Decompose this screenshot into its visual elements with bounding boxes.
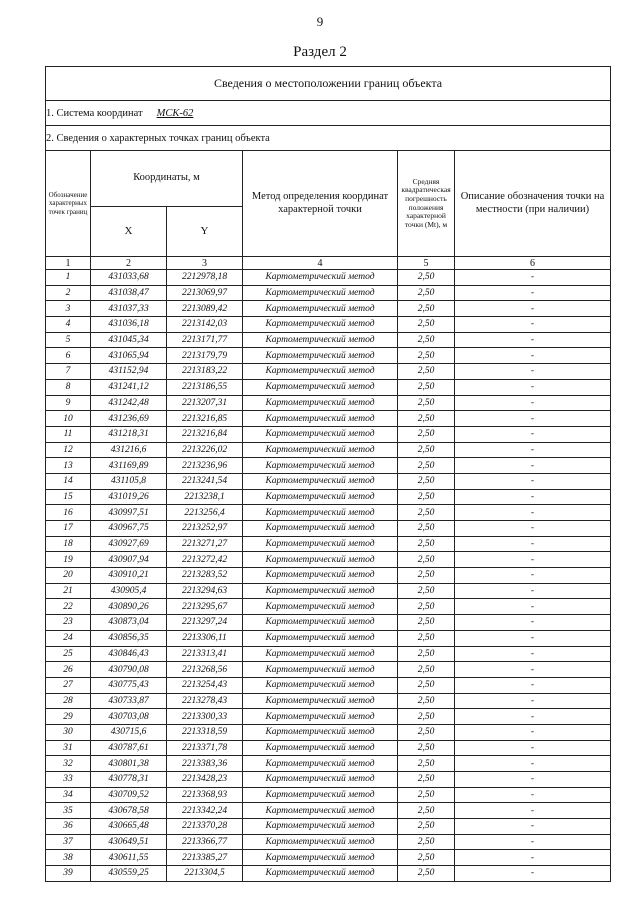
accuracy-cell: 2,50 bbox=[398, 301, 455, 317]
point-id-cell: 7 bbox=[46, 364, 91, 380]
accuracy-cell: 2,50 bbox=[398, 568, 455, 584]
method-cell: Картометрический метод bbox=[243, 599, 398, 615]
page-number: 9 bbox=[316, 14, 324, 29]
accuracy-cell: 2,50 bbox=[398, 724, 455, 740]
table-row bbox=[46, 834, 611, 850]
table-row bbox=[46, 756, 611, 772]
accuracy-cell: 2,50 bbox=[398, 505, 455, 521]
point-id-cell: 16 bbox=[46, 505, 91, 521]
y-coord-cell: 2213216,84 bbox=[167, 426, 243, 442]
section-title: Раздел 2 bbox=[293, 44, 347, 60]
accuracy-cell: 2,50 bbox=[398, 834, 455, 850]
point-id-cell: 1 bbox=[46, 270, 91, 286]
point-id-cell: 15 bbox=[46, 489, 91, 505]
x-coord-cell: 431065,94 bbox=[91, 348, 167, 364]
header-method: Метод определения координат характерной точки bbox=[243, 151, 398, 257]
accuracy-cell: 2,50 bbox=[398, 693, 455, 709]
table-row bbox=[46, 332, 611, 348]
description-cell: - bbox=[455, 285, 611, 301]
y-coord-cell: 2213171,77 bbox=[167, 332, 243, 348]
point-id-cell: 22 bbox=[46, 599, 91, 615]
x-coord-cell: 431218,31 bbox=[91, 426, 167, 442]
accuracy-cell: 2,50 bbox=[398, 364, 455, 380]
y-coord-cell: 2213366,77 bbox=[167, 834, 243, 850]
description-cell: - bbox=[455, 740, 611, 756]
method-cell: Картометрический метод bbox=[243, 787, 398, 803]
description-cell: - bbox=[455, 426, 611, 442]
method-cell: Картометрический метод bbox=[243, 411, 398, 427]
point-id-cell: 30 bbox=[46, 724, 91, 740]
accuracy-cell: 2,50 bbox=[398, 709, 455, 725]
y-coord-cell: 2213179,79 bbox=[167, 348, 243, 364]
description-cell: - bbox=[455, 834, 611, 850]
column-number: 1 bbox=[46, 257, 91, 270]
column-number: 4 bbox=[243, 257, 398, 270]
method-cell: Картометрический метод bbox=[243, 395, 398, 411]
header-y: Y bbox=[167, 207, 243, 257]
point-id-cell: 35 bbox=[46, 803, 91, 819]
y-coord-cell: 2213142,03 bbox=[167, 317, 243, 333]
accuracy-cell: 2,50 bbox=[398, 615, 455, 631]
table-row bbox=[46, 662, 611, 678]
method-cell: Картометрический метод bbox=[243, 332, 398, 348]
y-coord-cell: 2213207,31 bbox=[167, 395, 243, 411]
table-row bbox=[46, 615, 611, 631]
method-cell: Картометрический метод bbox=[243, 458, 398, 474]
y-coord-cell: 2213313,41 bbox=[167, 646, 243, 662]
x-coord-cell: 430703,08 bbox=[91, 709, 167, 725]
point-id-cell: 21 bbox=[46, 583, 91, 599]
accuracy-cell: 2,50 bbox=[398, 756, 455, 772]
y-coord-cell: 2213297,24 bbox=[167, 615, 243, 631]
table-row bbox=[46, 442, 611, 458]
x-coord-cell: 430709,52 bbox=[91, 787, 167, 803]
point-id-cell: 3 bbox=[46, 301, 91, 317]
description-cell: - bbox=[455, 803, 611, 819]
x-coord-cell: 430967,75 bbox=[91, 521, 167, 537]
description-cell: - bbox=[455, 756, 611, 772]
point-id-cell: 14 bbox=[46, 473, 91, 489]
y-coord-cell: 2213283,52 bbox=[167, 568, 243, 584]
y-coord-cell: 2213370,28 bbox=[167, 819, 243, 835]
table-row bbox=[46, 348, 611, 364]
description-cell: - bbox=[455, 866, 611, 882]
y-coord-cell: 2213304,5 bbox=[167, 866, 243, 882]
y-coord-cell: 2213342,24 bbox=[167, 803, 243, 819]
method-cell: Картометрический метод bbox=[243, 819, 398, 835]
accuracy-cell: 2,50 bbox=[398, 552, 455, 568]
method-cell: Картометрический метод bbox=[243, 552, 398, 568]
x-coord-cell: 431169,89 bbox=[91, 458, 167, 474]
accuracy-cell: 2,50 bbox=[398, 411, 455, 427]
accuracy-cell: 2,50 bbox=[398, 630, 455, 646]
accuracy-cell: 2,50 bbox=[398, 379, 455, 395]
y-coord-cell: 2213300,33 bbox=[167, 709, 243, 725]
description-cell: - bbox=[455, 458, 611, 474]
x-coord-cell: 430733,87 bbox=[91, 693, 167, 709]
table-row bbox=[46, 740, 611, 756]
point-id-cell: 19 bbox=[46, 552, 91, 568]
method-cell: Картометрический метод bbox=[243, 850, 398, 866]
coord-system-value: МСК-62 bbox=[156, 107, 194, 119]
method-cell: Картометрический метод bbox=[243, 536, 398, 552]
point-id-cell: 12 bbox=[46, 442, 91, 458]
table-row bbox=[46, 536, 611, 552]
x-coord-cell: 431038,47 bbox=[91, 285, 167, 301]
x-coord-cell: 430890,26 bbox=[91, 599, 167, 615]
y-coord-cell: 2213268,56 bbox=[167, 662, 243, 678]
x-coord-cell: 430856,35 bbox=[91, 630, 167, 646]
method-cell: Картометрический метод bbox=[243, 521, 398, 537]
y-coord-cell: 2213069,97 bbox=[167, 285, 243, 301]
method-cell: Картометрический метод bbox=[243, 677, 398, 693]
method-cell: Картометрический метод bbox=[243, 724, 398, 740]
method-cell: Картометрический метод bbox=[243, 426, 398, 442]
point-id-cell: 38 bbox=[46, 850, 91, 866]
x-coord-cell: 431216,6 bbox=[91, 442, 167, 458]
coord-system-row bbox=[46, 101, 611, 126]
accuracy-cell: 2,50 bbox=[398, 866, 455, 882]
method-cell: Картометрический метод bbox=[243, 756, 398, 772]
x-coord-cell: 430778,31 bbox=[91, 772, 167, 788]
accuracy-cell: 2,50 bbox=[398, 473, 455, 489]
method-cell: Картометрический метод bbox=[243, 615, 398, 631]
point-id-cell: 9 bbox=[46, 395, 91, 411]
method-cell: Картометрический метод bbox=[243, 489, 398, 505]
accuracy-cell: 2,50 bbox=[398, 819, 455, 835]
accuracy-cell: 2,50 bbox=[398, 348, 455, 364]
header-x: X bbox=[91, 207, 167, 257]
x-coord-cell: 430559,25 bbox=[91, 866, 167, 882]
point-id-cell: 32 bbox=[46, 756, 91, 772]
header-description: Описание обозначения точки на местности (при наличии) bbox=[455, 151, 611, 257]
y-coord-cell: 2213383,36 bbox=[167, 756, 243, 772]
accuracy-cell: 2,50 bbox=[398, 521, 455, 537]
table-row bbox=[46, 803, 611, 819]
header-point-id: Обозначение характерных точек границ bbox=[46, 151, 91, 257]
x-coord-cell: 431045,34 bbox=[91, 332, 167, 348]
description-cell: - bbox=[455, 552, 611, 568]
x-coord-cell: 430787,61 bbox=[91, 740, 167, 756]
table-row bbox=[46, 395, 611, 411]
description-cell: - bbox=[455, 379, 611, 395]
accuracy-cell: 2,50 bbox=[398, 285, 455, 301]
x-coord-cell: 431152,94 bbox=[91, 364, 167, 380]
accuracy-cell: 2,50 bbox=[398, 787, 455, 803]
description-cell: - bbox=[455, 583, 611, 599]
y-coord-cell: 2213183,22 bbox=[167, 364, 243, 380]
table-row bbox=[46, 270, 611, 286]
point-id-cell: 23 bbox=[46, 615, 91, 631]
x-coord-cell: 431242,48 bbox=[91, 395, 167, 411]
y-coord-cell: 2213295,67 bbox=[167, 599, 243, 615]
accuracy-cell: 2,50 bbox=[398, 583, 455, 599]
accuracy-cell: 2,50 bbox=[398, 489, 455, 505]
accuracy-cell: 2,50 bbox=[398, 662, 455, 678]
table-row bbox=[46, 473, 611, 489]
column-number: 6 bbox=[455, 257, 611, 270]
point-id-cell: 31 bbox=[46, 740, 91, 756]
description-cell: - bbox=[455, 348, 611, 364]
column-number: 3 bbox=[167, 257, 243, 270]
table-row bbox=[46, 568, 611, 584]
accuracy-cell: 2,50 bbox=[398, 536, 455, 552]
description-cell: - bbox=[455, 411, 611, 427]
point-id-cell: 26 bbox=[46, 662, 91, 678]
y-coord-cell: 2213278,43 bbox=[167, 693, 243, 709]
method-cell: Картометрический метод bbox=[243, 317, 398, 333]
header-accuracy: Средняя квадратическая погрешность положения характерной точки (Mt), м bbox=[398, 151, 455, 257]
y-coord-cell: 2213368,93 bbox=[167, 787, 243, 803]
method-cell: Картометрический метод bbox=[243, 583, 398, 599]
description-cell: - bbox=[455, 301, 611, 317]
description-cell: - bbox=[455, 568, 611, 584]
point-id-cell: 8 bbox=[46, 379, 91, 395]
y-coord-cell: 2213294,63 bbox=[167, 583, 243, 599]
y-coord-cell: 2213089,42 bbox=[167, 301, 243, 317]
y-coord-cell: 2213254,43 bbox=[167, 677, 243, 693]
point-id-cell: 28 bbox=[46, 693, 91, 709]
x-coord-cell: 431033,68 bbox=[91, 270, 167, 286]
table-row bbox=[46, 866, 611, 882]
x-coord-cell: 430775,43 bbox=[91, 677, 167, 693]
method-cell: Картометрический метод bbox=[243, 301, 398, 317]
method-cell: Картометрический метод bbox=[243, 740, 398, 756]
table-row bbox=[46, 301, 611, 317]
accuracy-cell: 2,50 bbox=[398, 599, 455, 615]
method-cell: Картометрический метод bbox=[243, 866, 398, 882]
description-cell: - bbox=[455, 473, 611, 489]
y-coord-cell: 2213385,27 bbox=[167, 850, 243, 866]
table-row bbox=[46, 787, 611, 803]
table-row bbox=[46, 285, 611, 301]
table-row bbox=[46, 489, 611, 505]
point-id-cell: 2 bbox=[46, 285, 91, 301]
boundary-points-table bbox=[45, 66, 611, 882]
x-coord-cell: 430790,08 bbox=[91, 662, 167, 678]
description-cell: - bbox=[455, 787, 611, 803]
method-cell: Картометрический метод bbox=[243, 693, 398, 709]
description-cell: - bbox=[455, 270, 611, 286]
table-row bbox=[46, 724, 611, 740]
description-cell: - bbox=[455, 364, 611, 380]
x-coord-cell: 430611,55 bbox=[91, 850, 167, 866]
method-cell: Картометрический метод bbox=[243, 630, 398, 646]
accuracy-cell: 2,50 bbox=[398, 677, 455, 693]
table-row bbox=[46, 693, 611, 709]
x-coord-cell: 431037,33 bbox=[91, 301, 167, 317]
table-row bbox=[46, 583, 611, 599]
description-cell: - bbox=[455, 489, 611, 505]
accuracy-cell: 2,50 bbox=[398, 332, 455, 348]
table-row bbox=[46, 772, 611, 788]
description-cell: - bbox=[455, 615, 611, 631]
coord-system-label: 1. Система координат bbox=[46, 107, 143, 119]
y-coord-cell: 2212978,18 bbox=[167, 270, 243, 286]
column-number-row bbox=[46, 257, 611, 270]
y-coord-cell: 2213306,11 bbox=[167, 630, 243, 646]
point-id-cell: 24 bbox=[46, 630, 91, 646]
accuracy-cell: 2,50 bbox=[398, 317, 455, 333]
accuracy-cell: 2,50 bbox=[398, 426, 455, 442]
column-number: 5 bbox=[398, 257, 455, 270]
description-cell: - bbox=[455, 442, 611, 458]
points-info-label: 2. Сведения о характерных точках границ объекта bbox=[46, 126, 611, 151]
y-coord-cell: 2213271,27 bbox=[167, 536, 243, 552]
x-coord-cell: 431019,26 bbox=[91, 489, 167, 505]
point-id-cell: 20 bbox=[46, 568, 91, 584]
description-cell: - bbox=[455, 332, 611, 348]
method-cell: Картометрический метод bbox=[243, 803, 398, 819]
method-cell: Картометрический метод bbox=[243, 505, 398, 521]
accuracy-cell: 2,50 bbox=[398, 395, 455, 411]
point-id-cell: 10 bbox=[46, 411, 91, 427]
table-row bbox=[46, 458, 611, 474]
description-cell: - bbox=[455, 677, 611, 693]
x-coord-cell: 430665,48 bbox=[91, 819, 167, 835]
y-coord-cell: 2213236,96 bbox=[167, 458, 243, 474]
table-row bbox=[46, 677, 611, 693]
x-coord-cell: 431241,12 bbox=[91, 379, 167, 395]
method-cell: Картометрический метод bbox=[243, 834, 398, 850]
table-row bbox=[46, 505, 611, 521]
header-coords: Координаты, м bbox=[91, 151, 243, 207]
description-cell: - bbox=[455, 709, 611, 725]
point-id-cell: 6 bbox=[46, 348, 91, 364]
point-id-cell: 33 bbox=[46, 772, 91, 788]
y-coord-cell: 2213186,55 bbox=[167, 379, 243, 395]
table-row bbox=[46, 411, 611, 427]
x-coord-cell: 430873,04 bbox=[91, 615, 167, 631]
x-coord-cell: 430678,58 bbox=[91, 803, 167, 819]
description-cell: - bbox=[455, 599, 611, 615]
accuracy-cell: 2,50 bbox=[398, 270, 455, 286]
table-row bbox=[46, 552, 611, 568]
column-number: 2 bbox=[91, 257, 167, 270]
x-coord-cell: 431105,8 bbox=[91, 473, 167, 489]
point-id-cell: 4 bbox=[46, 317, 91, 333]
y-coord-cell: 2213428,23 bbox=[167, 772, 243, 788]
method-cell: Картометрический метод bbox=[243, 270, 398, 286]
description-cell: - bbox=[455, 505, 611, 521]
point-id-cell: 29 bbox=[46, 709, 91, 725]
point-id-cell: 11 bbox=[46, 426, 91, 442]
description-cell: - bbox=[455, 630, 611, 646]
description-cell: - bbox=[455, 536, 611, 552]
y-coord-cell: 2213318,59 bbox=[167, 724, 243, 740]
description-cell: - bbox=[455, 317, 611, 333]
table-row bbox=[46, 521, 611, 537]
table-row bbox=[46, 819, 611, 835]
x-coord-cell: 430997,51 bbox=[91, 505, 167, 521]
accuracy-cell: 2,50 bbox=[398, 458, 455, 474]
x-coord-cell: 430801,38 bbox=[91, 756, 167, 772]
description-cell: - bbox=[455, 693, 611, 709]
x-coord-cell: 430649,51 bbox=[91, 834, 167, 850]
description-cell: - bbox=[455, 724, 611, 740]
table-row bbox=[46, 379, 611, 395]
point-id-cell: 17 bbox=[46, 521, 91, 537]
y-coord-cell: 2213238,1 bbox=[167, 489, 243, 505]
table-row bbox=[46, 426, 611, 442]
description-cell: - bbox=[455, 646, 611, 662]
x-coord-cell: 431236,69 bbox=[91, 411, 167, 427]
description-cell: - bbox=[455, 819, 611, 835]
method-cell: Картометрический метод bbox=[243, 709, 398, 725]
method-cell: Картометрический метод bbox=[243, 568, 398, 584]
y-coord-cell: 2213272,42 bbox=[167, 552, 243, 568]
accuracy-cell: 2,50 bbox=[398, 442, 455, 458]
table-row bbox=[46, 364, 611, 380]
y-coord-cell: 2213371,78 bbox=[167, 740, 243, 756]
table-row bbox=[46, 599, 611, 615]
point-id-cell: 36 bbox=[46, 819, 91, 835]
point-id-cell: 5 bbox=[46, 332, 91, 348]
point-id-cell: 27 bbox=[46, 677, 91, 693]
table-row bbox=[46, 630, 611, 646]
y-coord-cell: 2213226,02 bbox=[167, 442, 243, 458]
method-cell: Картометрический метод bbox=[243, 285, 398, 301]
table-row bbox=[46, 850, 611, 866]
table-title: Сведения о местоположении границ объекта bbox=[46, 67, 611, 101]
x-coord-cell: 430907,94 bbox=[91, 552, 167, 568]
accuracy-cell: 2,50 bbox=[398, 850, 455, 866]
table-row bbox=[46, 709, 611, 725]
point-id-cell: 34 bbox=[46, 787, 91, 803]
y-coord-cell: 2213241,54 bbox=[167, 473, 243, 489]
accuracy-cell: 2,50 bbox=[398, 803, 455, 819]
accuracy-cell: 2,50 bbox=[398, 772, 455, 788]
x-coord-cell: 430910,21 bbox=[91, 568, 167, 584]
x-coord-cell: 430715,6 bbox=[91, 724, 167, 740]
x-coord-cell: 431036,18 bbox=[91, 317, 167, 333]
method-cell: Картометрический метод bbox=[243, 348, 398, 364]
method-cell: Картометрический метод bbox=[243, 442, 398, 458]
point-id-cell: 37 bbox=[46, 834, 91, 850]
y-coord-cell: 2213216,85 bbox=[167, 411, 243, 427]
description-cell: - bbox=[455, 662, 611, 678]
accuracy-cell: 2,50 bbox=[398, 646, 455, 662]
point-id-cell: 18 bbox=[46, 536, 91, 552]
method-cell: Картометрический метод bbox=[243, 662, 398, 678]
table-row bbox=[46, 646, 611, 662]
y-coord-cell: 2213252,97 bbox=[167, 521, 243, 537]
method-cell: Картометрический метод bbox=[243, 772, 398, 788]
description-cell: - bbox=[455, 772, 611, 788]
description-cell: - bbox=[455, 395, 611, 411]
method-cell: Картометрический метод bbox=[243, 646, 398, 662]
y-coord-cell: 2213256,4 bbox=[167, 505, 243, 521]
x-coord-cell: 430927,69 bbox=[91, 536, 167, 552]
accuracy-cell: 2,50 bbox=[398, 740, 455, 756]
x-coord-cell: 430846,43 bbox=[91, 646, 167, 662]
method-cell: Картометрический метод bbox=[243, 379, 398, 395]
point-id-cell: 25 bbox=[46, 646, 91, 662]
point-id-cell: 39 bbox=[46, 866, 91, 882]
x-coord-cell: 430905,4 bbox=[91, 583, 167, 599]
method-cell: Картометрический метод bbox=[243, 473, 398, 489]
point-id-cell: 13 bbox=[46, 458, 91, 474]
description-cell: - bbox=[455, 521, 611, 537]
method-cell: Картометрический метод bbox=[243, 364, 398, 380]
table-row bbox=[46, 317, 611, 333]
description-cell: - bbox=[455, 850, 611, 866]
